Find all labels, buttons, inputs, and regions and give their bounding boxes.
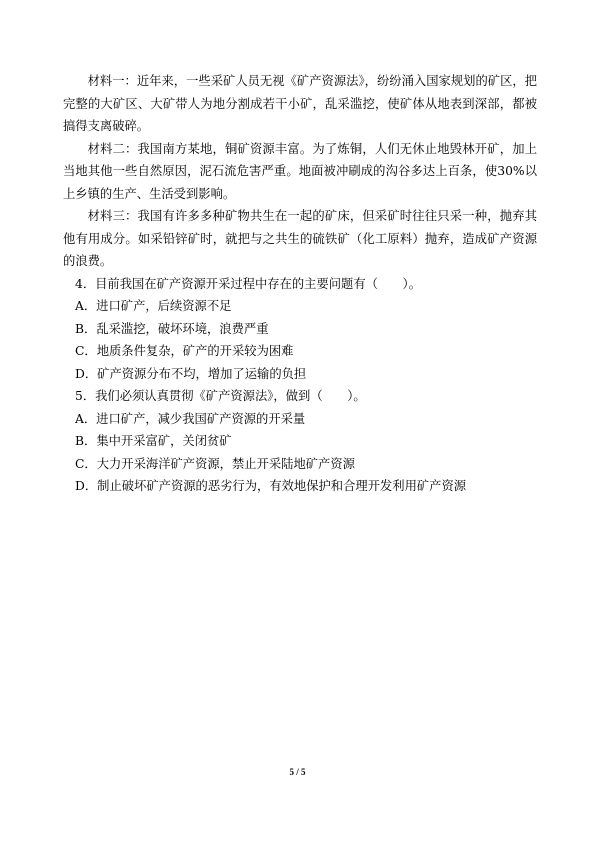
page-number: 5 / 5 xyxy=(289,767,306,777)
option-c: C．地质条件复杂，矿产的开采较为困难 xyxy=(75,344,294,358)
option-d: D．制止破坏矿产资源的恶劣行为，有效地保护和合理开发利用矿产资源 xyxy=(75,479,467,493)
option-a: A．进口矿产，减少我国矿产资源的开采量 xyxy=(75,411,306,426)
option-c: C．大力开采海洋矿产资源，禁止开采陆地矿产资源 xyxy=(75,456,355,471)
question-stem: 5．我们必须认真贯彻《矿产资源法》，做到（ ）。 xyxy=(75,389,366,403)
question-5 xyxy=(63,385,537,498)
question-4 xyxy=(63,273,537,386)
material-2: 材料二：我国南方某地，铜矿资源丰富。为了炼铜，人们无休止地毁林开矿，加上当地其他一些自然原因，泥石流危害严重。地面被冲刷成的沟谷多达上百条，使30%以上乡镇的生产、生活受到影响。 xyxy=(63,141,537,201)
material-3: 材料三：我国有许多多种矿物共生在一起的矿床，但采矿时往往只采一种，抛弃其他有用成分。如采铅锌矿时，就把与之共生的硫铁矿（化工原料）抛弃，造成矿产资源的浪费。 xyxy=(63,209,537,268)
option-b: B．乱采滥挖，破坏环境，浪费严重 xyxy=(75,321,269,336)
option-a: A．进口矿产，后续资源不足 xyxy=(75,299,232,313)
question-stem: 4．目前我国在矿产资源开采过程中存在的主要问题有（ ）。 xyxy=(75,276,421,291)
document-body xyxy=(63,70,537,498)
option-b: B．集中开采富矿，关闭贫矿 xyxy=(75,434,232,448)
option-d: D．矿产资源分布不均，增加了运输的负担 xyxy=(75,366,307,381)
material-1: 材料一：近年来，一些采矿人员无视《矿产资源法》，纷纷涌入国家规划的矿区，把完整的大矿区、大矿带人为地分割成若干小矿，乱采滥挖，使矿体从地表到深部，都被搞得支离破碎。 xyxy=(63,74,537,133)
